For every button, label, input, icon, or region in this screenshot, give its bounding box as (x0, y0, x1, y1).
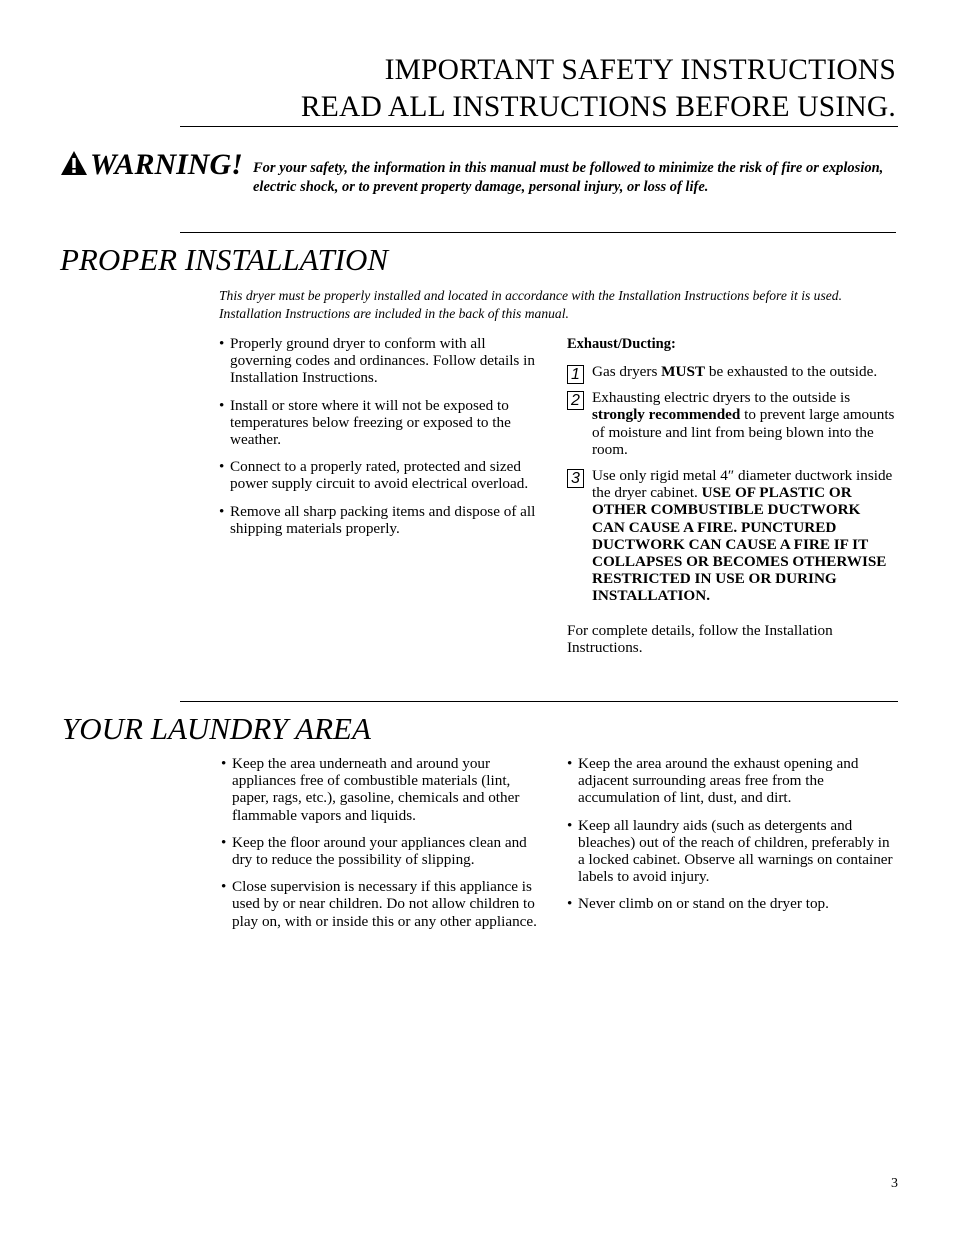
document-header (301, 52, 896, 126)
list-item: • Keep the area underneath and around your appliances free of combustible materials (lint, paper, rags, etc.), gasoline, chemicals and other flammable vapors and liquids. (221, 755, 546, 824)
installation-bullets (219, 335, 549, 547)
list-item: • Never climb on or stand on the dryer top. (567, 895, 895, 912)
list-item: • Close supervision is necessary if this appliance is used by or near children. Do not allow children to play on, with or inside this or any other appliance. (221, 878, 546, 930)
list-item: • Install or store where it will not be exposed to temperatures below freezing or exposed to the weather. (219, 397, 549, 449)
exhaust-footnote: For complete details, follow the Installation Instructions. (567, 621, 833, 656)
number-badge: 3 (567, 469, 584, 488)
installation-rule (180, 232, 896, 233)
list-item: • Remove all sharp packing items and dispose of all shipping materials properly. (219, 503, 549, 537)
exhaust-section (567, 336, 897, 656)
installation-intro: This dryer must be properly installed and located in accordance with the Installation Instructions before it is used. Installation Instructions are included in the back of this manual. (219, 288, 842, 321)
header-rule (180, 126, 898, 127)
warning-text: For your safety, the information in this manual must be followed to minimize the risk of fire or explosion, electric shock, or to prevent property damage, personal injury, or loss of life. (253, 160, 884, 195)
warning-triangle-icon (60, 150, 88, 176)
list-item: • Keep all laundry aids (such as detergents and bleaches) out of the reach of children, preferably in a locked cabinet. Observe all warnings on container labels to avoid injury. (567, 817, 895, 886)
page-number: 3 (891, 1176, 898, 1191)
warning-heading (60, 148, 243, 182)
laundry-title: YOUR LAUNDRY AREA (62, 711, 371, 746)
list-item: • Properly ground dryer to conform with all governing codes and ordinances. Follow details in Installation Instructions. (219, 335, 549, 387)
installation-title: PROPER INSTALLATION (60, 242, 389, 277)
exhaust-item-2: 2 Exhausting electric dryers to the outside is strongly recommended to prevent large amounts of moisture and lint from being blown into the room. (567, 389, 897, 458)
laundry-rule (180, 701, 898, 702)
laundry-left-bullets (221, 755, 546, 940)
exhaust-item-1: 1 Gas dryers MUST be exhausted to the outside. (567, 363, 897, 380)
list-item: • Keep the area around the exhaust opening and adjacent surrounding areas free from the accumulation of lint, dust, and dirt. (567, 755, 895, 807)
number-badge: 1 (567, 365, 584, 384)
header-line-1: IMPORTANT SAFETY INSTRUCTIONS (384, 54, 896, 86)
exhaust-heading: Exhaust/Ducting: (567, 336, 676, 352)
laundry-right-bullets (567, 755, 895, 923)
list-item: • Connect to a properly rated, protected and sized power supply circuit to avoid electrical overload. (219, 458, 549, 492)
exhaust-item-3: 3 Use only rigid metal 4″ diameter ductwork inside the dryer cabinet. USE OF PLASTIC OR OTHER COMBUSTIBLE DUCTWORK CAN CAUSE A FIRE. PUNCTURED DUCTWORK CAN CAUSE A FIRE IF IT COLLAPSES OR BECOMES OTHERWISE RESTRICTED IN USE OR DURING INSTALLATION. (567, 467, 897, 605)
warning-label: WARNING! (90, 148, 243, 181)
number-badge: 2 (567, 391, 584, 410)
list-item: • Keep the floor around your appliances clean and dry to reduce the possibility of slipping. (221, 834, 546, 868)
header-line-2: READ ALL INSTRUCTIONS BEFORE USING. (300, 91, 896, 123)
